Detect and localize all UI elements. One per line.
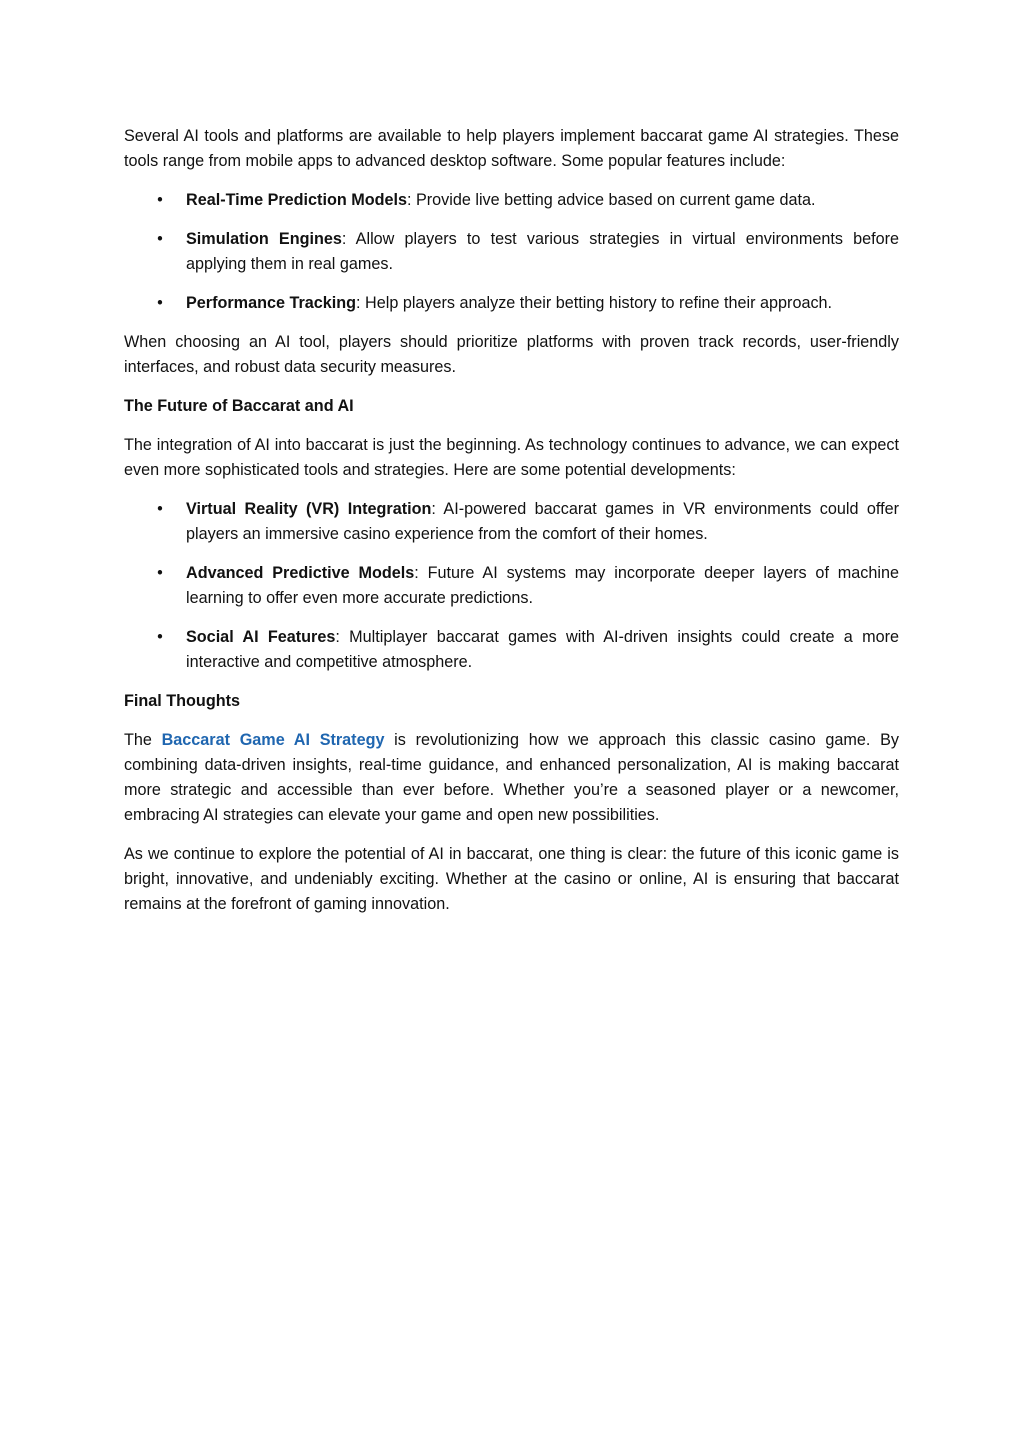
list-item-desc: : AI-powered baccarat games in VR environments could offer players an immersive casino experience from the comfort of their homes.	[186, 500, 900, 543]
final-paragraph	[124, 728, 899, 828]
final-post-link: is revolutionizing how we approach this classic casino game. By combining data-driven insights, real-time guidance, and enhanced personalization, AI is making baccarat more strategic and accessible than ever before. Whether you’re a seasoned player or a newcomer, embracing AI strategies can elevate your game and open new possibilities.	[124, 731, 899, 824]
baccarat-strategy-link[interactable]: Baccarat Game AI Strategy	[161, 731, 385, 749]
list-item-desc: : Future AI systems may incorporate deeper layers of machine learning to offer even more accurate predictions.	[186, 564, 899, 607]
list-item-term: Real-Time Prediction Models	[186, 191, 407, 209]
list-item-desc: : Multiplayer baccarat games with AI-driven insights could create a more interactive and competitive atmosphere.	[186, 628, 899, 671]
list-item	[124, 291, 899, 316]
list-item-term: Simulation Engines	[186, 230, 342, 248]
list-item-desc: : Allow players to test various strategies in virtual environments before applying them in real games.	[186, 230, 899, 273]
bullet-icon: •	[157, 564, 163, 582]
bullet-icon: •	[157, 191, 163, 209]
future-paragraph: The integration of AI into baccarat is just the beginning. As technology continues to advance, we can expect even more sophisticated tools and strategies. Here are some potential developments:	[124, 436, 899, 479]
list-item	[124, 188, 899, 213]
list-item	[124, 561, 899, 611]
intro-paragraph: Several AI tools and platforms are available to help players implement baccarat game AI strategies. These tools range from mobile apps to advanced desktop software. Some popular features include:	[124, 127, 899, 170]
developments-list	[124, 497, 899, 675]
bullet-icon: •	[157, 230, 163, 248]
features-list	[124, 188, 899, 316]
bullet-icon: •	[157, 294, 163, 312]
final-pre-link: The	[124, 731, 162, 749]
bullet-icon: •	[157, 500, 163, 518]
document-page	[124, 124, 899, 931]
future-heading: The Future of Baccarat and AI	[124, 397, 354, 415]
list-item	[124, 625, 899, 675]
bullet-icon: •	[157, 628, 163, 646]
list-item-desc: : Help players analyze their betting history to refine their approach.	[356, 294, 833, 312]
choosing-paragraph: When choosing an AI tool, players should prioritize platforms with proven track records, user-friendly interfaces, and robust data security measures.	[124, 333, 899, 376]
final-heading: Final Thoughts	[124, 692, 240, 710]
list-item	[124, 227, 899, 277]
list-item-desc: : Provide live betting advice based on current game data.	[406, 191, 816, 209]
list-item-term: Performance Tracking	[186, 294, 357, 312]
closing-paragraph: As we continue to explore the potential of AI in baccarat, one thing is clear: the future of this iconic game is bright, innovative, and undeniably exciting. Whether at the casino or online, AI is ensuring that baccarat remains at the forefront of gaming innovation.	[124, 845, 899, 913]
list-item-term: Advanced Predictive Models	[186, 564, 415, 582]
list-item-term: Social AI Features	[186, 628, 336, 646]
list-item	[124, 497, 899, 547]
list-item-term: Virtual Reality (VR) Integration	[186, 500, 432, 518]
